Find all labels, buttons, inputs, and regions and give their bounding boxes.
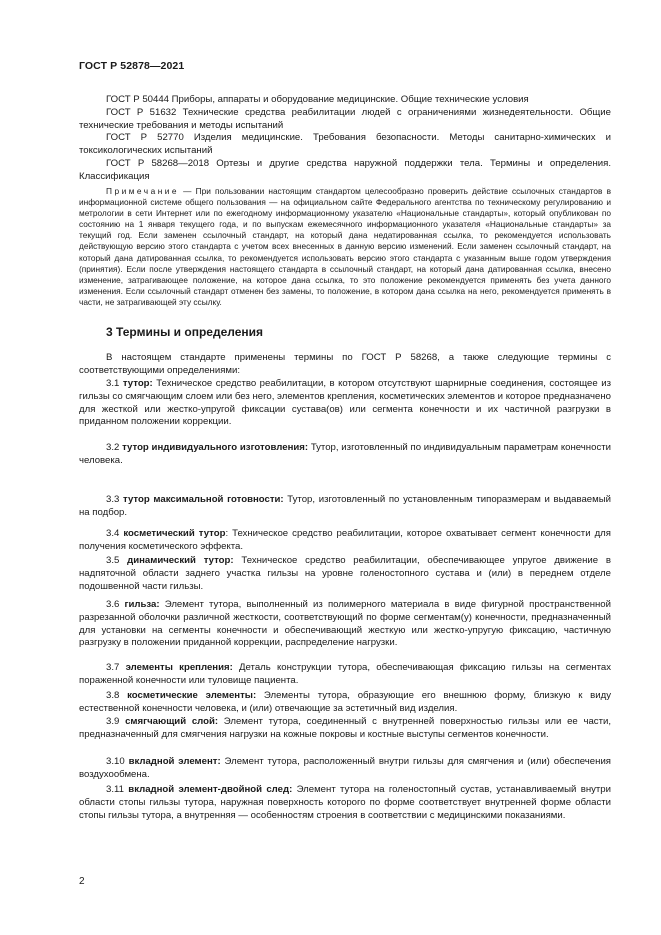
- note-label: Примечание: [106, 186, 180, 196]
- term-definition: Элементы тутора, образующие его внешнюю форму, близкую к виду естественной конечности человека, и (или) отвечающие за эстетичный вид изделия.: [79, 690, 612, 714]
- term-name: вкладной элемент:: [128, 756, 221, 767]
- term-number: 3.10: [106, 756, 125, 767]
- term-number: 3.3: [106, 494, 120, 505]
- term-number: 3.11: [106, 784, 124, 795]
- term-3-1: [79, 378, 611, 429]
- document-code-header: ГОСТ Р 52878—2021: [79, 60, 185, 72]
- term-3-8: [79, 690, 611, 716]
- term-definition: Элемент тутора, соединенный с внутренней поверхностью гильзы или ее части, предназначенный для смягчения нагрузки на кожные покровы и костные выступы сегментов конечности.: [79, 716, 612, 740]
- term-3-6: [79, 599, 611, 650]
- term-3-10: [79, 756, 611, 782]
- term-number: 3.7: [106, 662, 120, 673]
- term-number: 3.6: [106, 599, 120, 610]
- term-name: смягчающий слой:: [125, 716, 219, 727]
- term-definition: Техническое средство реабилитации, в котором отсутствуют шарнирные соединения, состоящее из гильзы со смягчающим слоем или без него, элементов крепления, косметических элементов и которое предназначено для жесткой или жестко-упругой фиксации сустава(ов) или сегмента конечности и их частичной разгрузки в приданном положении коррекции.: [79, 378, 611, 428]
- term-definition: Элемент тутора, выполненный из полимерного материала в виде фигурной пространственной разрезанной оболочки различной жесткости, соответствующий по форме сегментам(у) конечности, предназначенный для установки на сегменты конечности и обеспечивающий жесткую или жестко-упругую фиксацию, частичную разгрузку в положении приданной коррекции, распределение нагрузки.: [79, 599, 611, 649]
- term-name: динамический тутор:: [127, 555, 234, 566]
- term-number: 3.1: [106, 378, 120, 389]
- term-name: тутор:: [122, 378, 153, 389]
- term-definition: Тутор, изготовленный по индивидуальным параметрам конечности человека.: [79, 442, 611, 466]
- term-name: тутор индивидуального изготовления:: [122, 442, 309, 453]
- term-3-7: [79, 662, 611, 688]
- term-name: вкладной элемент-двойной след:: [128, 784, 293, 795]
- reference-gost-50444: ГОСТ Р 50444 Приборы, аппараты и оборудование медицинские. Общие технические условия: [106, 94, 529, 105]
- reference-gost-51632: ГОСТ Р 51632 Технические средства реабилитации людей с ограничениями жизнедеятельности. Общие технические требования и методы испытаний: [79, 107, 611, 131]
- section-intro: В настоящем стандарте применены термины по ГОСТ Р 58268, а также следующие термины с соответствующими определениями:: [79, 352, 611, 376]
- term-3-9: [79, 716, 611, 742]
- page-number: 2: [79, 876, 85, 887]
- term-definition: Тутор, изготовленный по установленным типоразмерам и выдаваемый на подбор.: [79, 494, 611, 518]
- term-3-5: [79, 555, 611, 593]
- term-definition: Элемент тутора, расположенный внутри гильзы для смягчения и (или) обеспечения воздухообмена.: [79, 756, 611, 780]
- term-number: 3.2: [106, 442, 120, 453]
- section-title: 3 Термины и определения: [106, 325, 264, 339]
- term-number: 3.9: [106, 716, 120, 727]
- reference-gost-58268: ГОСТ Р 58268—2018 Ортезы и другие средства наружной поддержки тела. Термины и определения. Классификация: [79, 158, 611, 182]
- term-3-11: [79, 784, 611, 822]
- term-number: 3.5: [106, 555, 120, 566]
- term-3-3: [79, 494, 611, 520]
- reference-gost-52770: ГОСТ Р 52770 Изделия медицинские. Требования безопасности. Методы санитарно-химических и токсикологических испытаний: [79, 132, 611, 156]
- term-definition: Элемент тутора на голеностопный сустав, устанавливаемый внутри области стопы гильзы тутора, наружная поверхность которого по форме соответствует внутренней форме области стопы гильзы тутора, а внутренняя — особенностям строения в соответствии с медицинскими показаниями.: [79, 784, 612, 821]
- term-name: тутор максимальной готовности:: [123, 494, 284, 505]
- note-paragraph: [79, 186, 611, 308]
- term-name: гильза:: [124, 599, 160, 610]
- term-name: косметические элементы:: [127, 690, 257, 701]
- term-definition: Техническое средство реабилитации, обеспечивающее упругое движение в надпяточной области заднего участка гильзы на уровне голеностопного сустава и (или) в переднем отделе подошвенной части гильзы.: [79, 555, 611, 592]
- term-name: элементы крепления:: [125, 662, 233, 673]
- term-number: 3.4: [106, 528, 120, 539]
- term-3-4: [79, 528, 611, 554]
- term-definition: Деталь конструкции тутора, обеспечивающая фиксацию гильзы на сегментах пораженной конечности или туловище пациента.: [79, 662, 612, 686]
- term-number: 3.8: [106, 690, 120, 701]
- term-name: косметический тутор: [123, 528, 226, 539]
- term-definition: : Техническое средство реабилитации, которое охватывает сегмент конечности для получения косметического эффекта.: [79, 528, 611, 552]
- note-text: — При пользовании настоящим стандартом целесообразно проверить действие ссылочных стандартов в информационной системе общего пользования — на официальном сайте Федерального агентства по техническому регулированию и метрологии в сети Интернет или по ежегодному информационному указателю «Национальные стандарты», который опубликован по состоянию на 1 января текущего года, и по выпускам ежемесячного информационного указателя «Национальные стандарты» за текущий год. Если заменен ссылочный стандарт, на который дана недатированная ссылка, то рекомендуется использовать действующую версию этого стандарта с учетом всех внесенных в данную версию изменений. Если заменен ссылочный стандарт, на который дана датированная ссылка, то рекомендуется использовать версию этого стандарта с указанным выше годом утверждения (принятия). Если после утверждения настоящего стандарта в ссылочный стандарт, на который дана датированная ссылка, внесено изменение, затрагивающее положение, на которое дана ссылка, то это положение рекомендуется применять без учета данного изменения. Если ссылочный стандарт отменен без замены, то положение, в котором дана ссылка на него, рекомендуется применять в части, не затрагивающей эту ссылку.: [79, 186, 611, 307]
- term-3-2: [79, 442, 611, 468]
